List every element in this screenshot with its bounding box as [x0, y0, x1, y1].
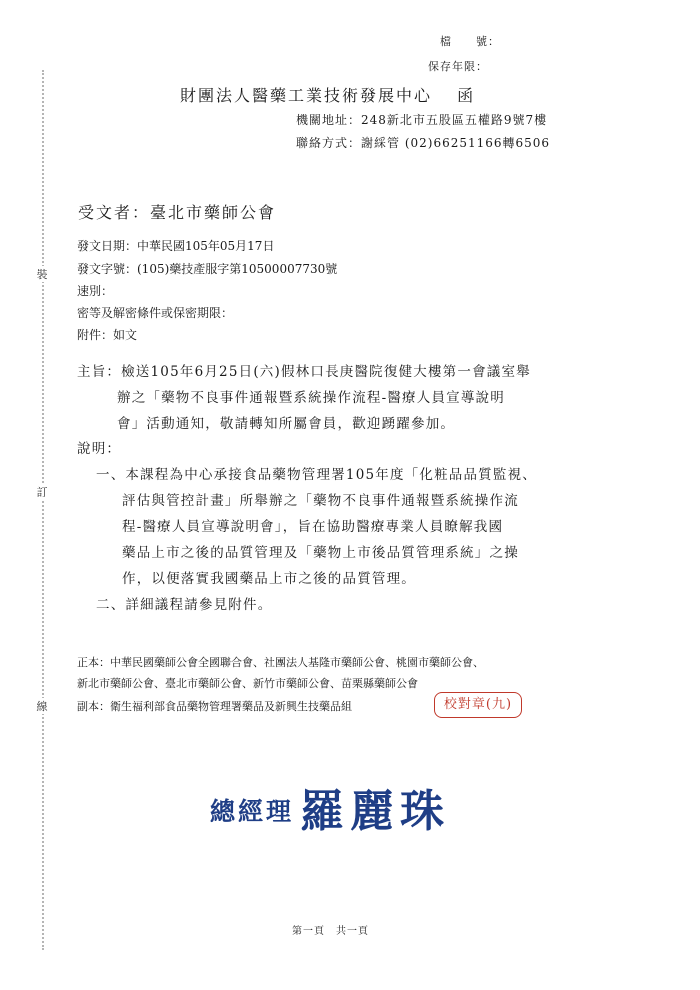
document-title: 財團法人醫藥工業技術發展中心 函	[180, 86, 476, 105]
subject-line: 會」活動通知，敬請轉知所屬會員，歡迎踴躍參加。	[117, 416, 456, 432]
page-number: 第一頁 共一頁	[292, 926, 369, 937]
org-address: 機關地址：248新北市五股區五權路9號7樓	[296, 113, 548, 127]
subject-line: 主旨：檢送105年6月25日(六)假林口長庚醫院復健大樓第一會議室舉	[77, 364, 531, 380]
org-contact: 聯絡方式：謝綵管 (02)66251166轉6506	[296, 136, 551, 150]
explanation-item-line: 二、詳細議程請參見附件。	[96, 597, 273, 613]
proofreading-stamp: 校對章(九)	[434, 692, 522, 718]
issue-date: 發文日期：中華民國105年05月17日	[77, 239, 275, 253]
signature-name: 羅麗珠	[300, 786, 451, 837]
recipient: 受文者：臺北市藥師公會	[78, 203, 277, 222]
copy-recipients: 副本：衛生福利部食品藥物管理署藥品及新興生技藥品組	[77, 700, 352, 713]
file-number-label: 檔 號：	[440, 35, 500, 48]
explanation-item-line: 藥品上市之後的品質管理及「藥物上市後品質管理系統」之操	[122, 545, 519, 561]
signature-block	[210, 775, 450, 839]
binding-mark-middle: 訂	[34, 484, 50, 500]
attachment-note: 附件：如文	[77, 328, 138, 342]
explanation-item-line: 作，以便落實我國藥品上市之後的品質管理。	[122, 571, 416, 587]
delivery-speed: 速別：	[77, 284, 114, 298]
subject-line: 辦之「藥物不良事件通報暨系統操作流程-醫療人員宣導說明	[117, 390, 505, 406]
binding-mark-bottom: 線	[34, 698, 50, 714]
explanation-item-line: 評估與管控計畫」所舉辦之「藥物不良事件通報暨系統操作流	[122, 493, 519, 509]
explanation-item-line: 程-醫療人員宣導說明會」，旨在協助醫療專業人員瞭解我國	[122, 519, 504, 535]
explanation-label: 說明：	[77, 441, 122, 457]
document-number: 發文字號：(105)藥技產服字第10500007730號	[77, 262, 338, 276]
retention-period-label: 保存年限：	[428, 60, 488, 73]
binding-mark-top: 裝	[34, 266, 50, 282]
secrecy-level: 密等及解密條件或保密期限：	[77, 306, 234, 320]
signature-title: 總經理	[210, 797, 295, 826]
binding-margin-line	[42, 70, 44, 950]
original-recipients-line: 新北市藥師公會、臺北市藥師公會、新竹市藥師公會、苗栗縣藥師公會	[77, 677, 418, 690]
explanation-item-line: 一、本課程為中心承接食品藥物管理署105年度「化粧品品質監視、	[96, 467, 537, 483]
original-recipients-line: 正本：中華民國藥師公會全國聯合會、社團法人基隆市藥師公會、桃園市藥師公會、	[77, 656, 484, 669]
